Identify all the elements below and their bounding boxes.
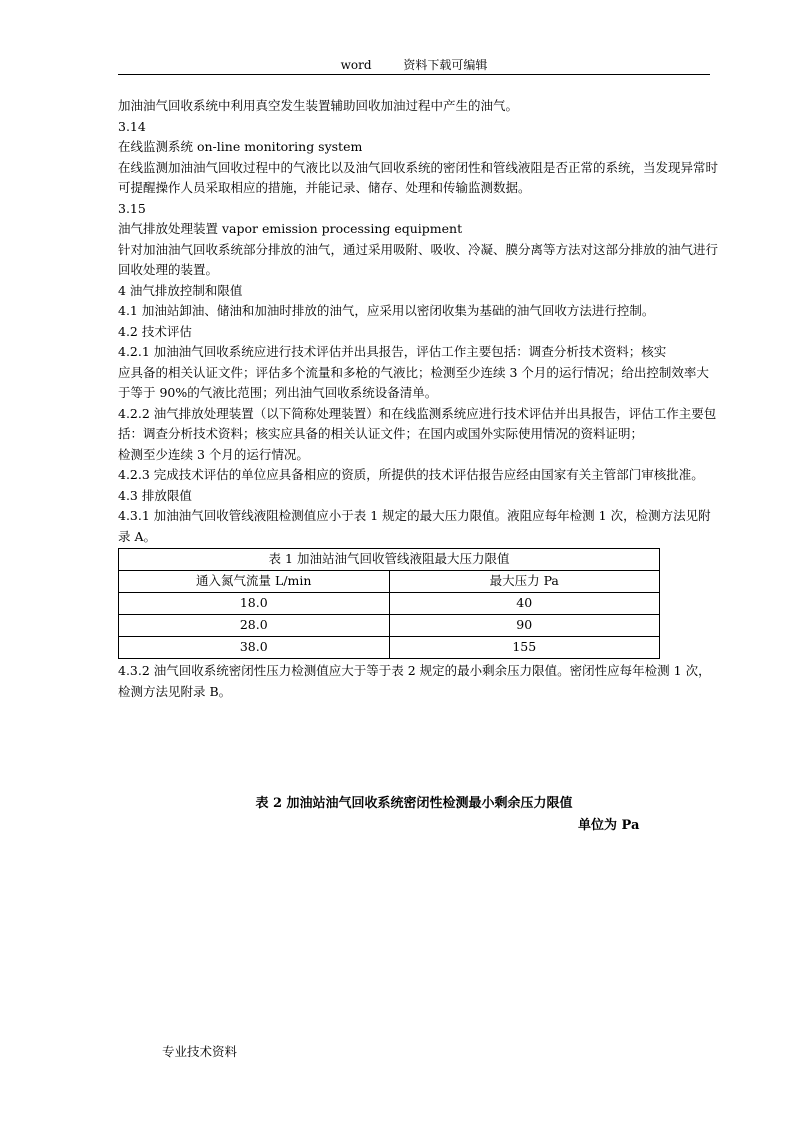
table-cell: 28.0 <box>119 615 390 637</box>
table-cell: 38.0 <box>119 637 390 659</box>
header-left: word <box>340 58 372 72</box>
header-right: 资料下载可编辑 <box>403 58 488 72</box>
table-row <box>119 637 660 659</box>
term-heading: 在线监测系统 on-line monitoring system <box>118 139 363 154</box>
table-row <box>119 593 660 615</box>
section-number: 3.15 <box>118 200 146 216</box>
paragraph: 4.1 加油站卸油、储油和加油时排放的油气，应采用以密闭收集为基础的油气回收方法进行控制。 <box>118 303 655 318</box>
paragraph: 针对加油油气回收系统部分排放的油气，通过采用吸附、吸收、冷凝、膜分离等方法对这部分排放的油气进行回收处理的装置。 <box>118 241 719 277</box>
table-1-header-pressure: 最大压力 Pa <box>389 571 660 593</box>
paragraph: 4.3.1 加油油气回收管线液阻检测值应小于表 1 规定的最大压力限值。液阻应每年检测 1 次，检测方法见附录 A。 <box>118 508 711 544</box>
table-cell: 18.0 <box>119 593 390 615</box>
paragraph: 检测至少连续 3 个月的运行情况。 <box>118 446 309 462</box>
table-cell: 40 <box>389 593 660 615</box>
paragraph: 4.2.3 完成技术评估的单位应具备相应的资质，所提供的技术评估报告应经由国家有关主管部门审核批准。 <box>118 467 704 482</box>
paragraph: 4.3.2 油气回收系统密闭性压力检测值应大于等于表 2 规定的最小剩余压力限值。密闭性应每年检测 1 次，检测方法见附录 B。 <box>118 663 711 699</box>
table-2-title: 表 2 加油站油气回收系统密闭性检测最小剩余压力限值 <box>255 796 573 811</box>
section-heading: 4 油气排放控制和限值 <box>118 282 243 298</box>
table-cell: 155 <box>389 637 660 659</box>
table-row <box>119 615 660 637</box>
paragraph: 4.2.2 油气排放处理装置（以下简称处理装置）和在线监测系统应进行技术评估并出具报告，评估工作主要包括：调查分析技术资料；核实应具备的相关认证文件；在国内或国外实际使用情况的资料证明； <box>118 405 717 441</box>
page-footer: 专业技术资料 <box>162 1044 238 1059</box>
paragraph: 在线监测加油油气回收过程中的气液比以及油气回收系统的密闭性和管线液阻是否正常的系统，当发现异常时可提醒操作人员采取相应的措施，并能记录、储存、处理和传输监测数据。 <box>118 159 719 195</box>
paragraph: 4.2.1 加油油气回收系统应进行技术评估并出具报告，评估工作主要包括：调查分析技术资料；核实 <box>118 344 667 359</box>
table-2-unit: 单位为 Pa <box>578 818 640 833</box>
section-number: 3.14 <box>118 118 146 134</box>
document-body <box>118 96 718 702</box>
table-1-title: 表 1 加油站油气回收管线液阻最大压力限值 <box>119 549 660 571</box>
page-header <box>118 58 710 75</box>
table-1 <box>118 548 660 659</box>
paragraph: 应具备的相关认证文件；评估多个流量和多枪的气液比；检测至少连续 3 个月的运行情况；给出控制效率大于等于 90%的气液比范围；列出油气回收系统设备清单。 <box>118 364 709 400</box>
section-heading: 4.2 技术评估 <box>118 323 192 339</box>
table-1-header-flow: 通入氮气流量 L/min <box>119 571 390 593</box>
paragraph: 加油油气回收系统中利用真空发生装置辅助回收加油过程中产生的油气。 <box>118 98 519 113</box>
term-heading: 油气排放处理装置 vapor emission processing equipment <box>118 221 463 236</box>
table-cell: 90 <box>389 615 660 637</box>
section-heading: 4.3 排放限值 <box>118 487 192 503</box>
